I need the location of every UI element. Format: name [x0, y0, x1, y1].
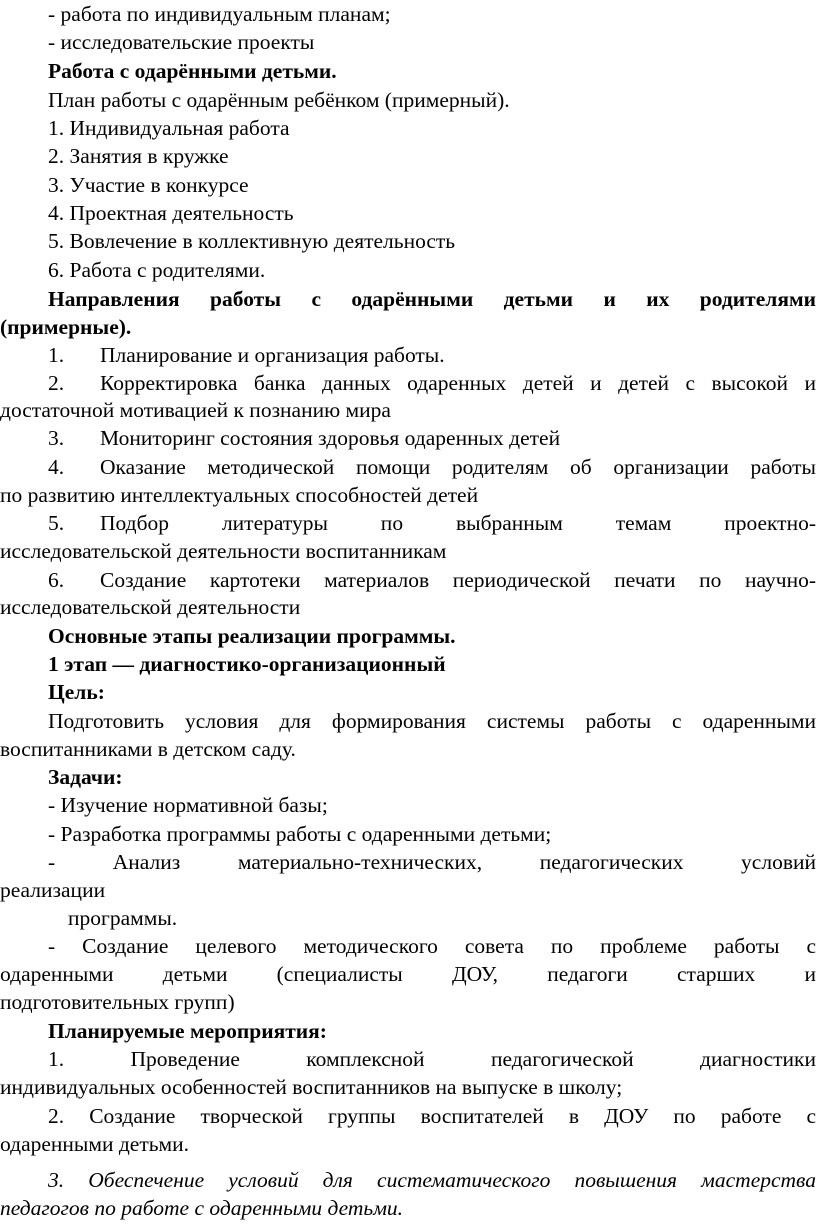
list-item-cont: исследовательской деятельности воспитанникам [0, 539, 447, 563]
list-item-text: Мониторинг состояния здоровья одаренных детей [100, 426, 561, 450]
list-item: 1. Индивидуальная работа [48, 116, 290, 140]
list-item: 2. Создание творческой группы воспитателей в ДОУ по работе с [48, 1104, 816, 1128]
list-item-cont: реализации [0, 878, 106, 902]
list-number: 1. [48, 343, 65, 367]
section-heading: Основные этапы реализации программы. [48, 624, 456, 648]
list-item-cont: по развитию интеллектуальных способностей детей [0, 483, 479, 507]
list-item: - работа по индивидуальным планам; [48, 2, 391, 26]
list-number: 4. [48, 455, 65, 479]
list-number: 5. [48, 511, 65, 535]
list-item-text: Подбор литературы по выбранным темам проектно- [100, 511, 816, 535]
section-heading: Цель: [48, 680, 105, 704]
list-item: - Разработка программы работы с одаренными детьми; [48, 822, 552, 846]
list-item: 3. Обеспечение условий для систематического повышения мастерства [48, 1168, 816, 1192]
list-item-text: Создание картотеки материалов периодической печати по научно- [100, 568, 816, 592]
list-item-cont: исследовательской деятельности [0, 595, 301, 619]
list-item-cont: индивидуальных особенностей воспитанников на выпуске в школу; [0, 1075, 623, 1099]
list-item [0, 453, 816, 481]
list-item-cont: программы. [68, 906, 178, 930]
list-item: - Анализ материально-технических, педагогических условий [48, 850, 816, 874]
list-item-text: Корректировка банка данных одаренных детей и детей с высокой и [100, 371, 816, 395]
list-number: 6. [48, 568, 65, 592]
list-item-cont: подготовительных групп) [0, 990, 235, 1014]
list-item-cont: одаренными детьми. [0, 1132, 190, 1156]
list-item [0, 424, 816, 452]
list-item [0, 566, 816, 594]
list-item-cont: педагогов по работе с одаренными детьми. [0, 1196, 404, 1220]
list-item: - исследовательские проекты [48, 30, 315, 54]
section-heading: Задачи: [48, 765, 123, 789]
list-item-text: Планирование и организация работы. [100, 343, 445, 367]
list-item: 3. Участие в конкурсе [48, 173, 249, 197]
paragraph: Подготовить условия для формирования системы работы с одаренными [48, 709, 816, 733]
paragraph-cont: воспитанниками в детском саду. [0, 737, 296, 761]
section-heading: Планируемые мероприятия: [48, 1019, 327, 1043]
list-item: - Изучение нормативной базы; [48, 793, 328, 817]
list-item [0, 369, 816, 397]
section-heading: Направления работы с одарёнными детьми и их родителями [48, 287, 816, 311]
section-heading: Работа с одарёнными детьми. [48, 59, 337, 83]
list-item-text: Оказание методической помощи родителям об организации работы [100, 455, 816, 479]
section-heading-cont: (примерные). [0, 315, 132, 339]
list-number: 2. [48, 371, 65, 395]
list-item: 4. Проектная деятельность [48, 201, 294, 225]
list-number: 3. [48, 426, 65, 450]
list-item: 2. Занятия в кружке [48, 144, 229, 168]
paragraph: План работы с одарённым ребёнком (примерный). [48, 88, 510, 112]
list-item-cont: одаренными детьми (специалисты ДОУ, педагоги старших и [0, 962, 816, 986]
list-item-cont: достаточной мотивацией к познанию мира [0, 398, 391, 422]
list-item: 6. Работа с родителями. [48, 258, 266, 282]
list-item: 1. Проведение комплексной педагогической диагностики [48, 1047, 816, 1071]
section-heading: 1 этап — диагностико-организационный [48, 652, 446, 676]
list-item: 5. Вовлечение в коллективную деятельность [48, 229, 456, 253]
list-item [0, 341, 816, 369]
list-item: - Создание целевого методического совета по проблеме работы с [48, 934, 816, 958]
list-item [0, 509, 816, 537]
